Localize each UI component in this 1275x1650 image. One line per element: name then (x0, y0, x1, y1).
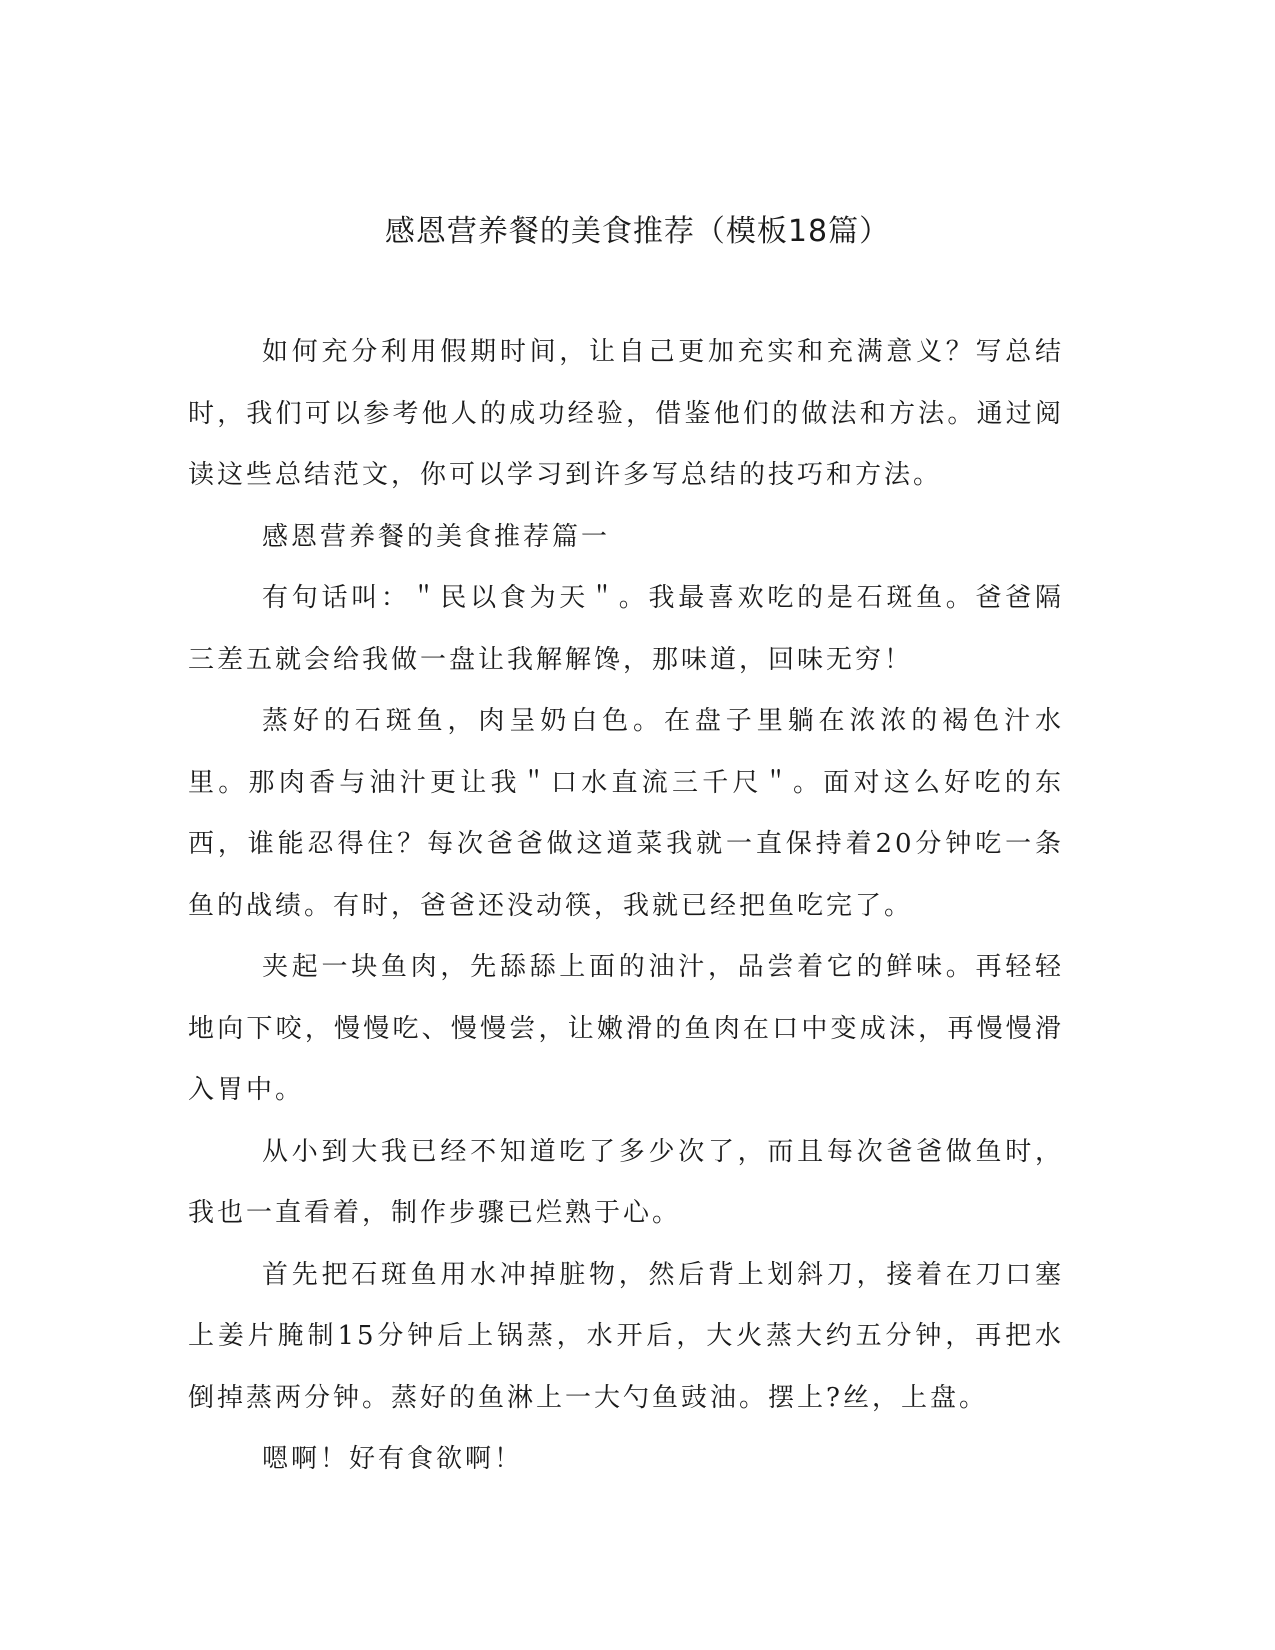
body-paragraph: 夹起一块鱼肉，先舔舔上面的油汁，品尝着它的鲜味。再轻轻地向下咬，慢慢吃、慢慢尝，让嫩滑的鱼肉在口中变成沫，再慢慢滑入胃中。 (188, 952, 1064, 1105)
body-paragraph: 从小到大我已经不知道吃了多少次了，而且每次爸爸做鱼时，我也一直看着，制作步骤已烂熟于心。 (188, 1136, 1064, 1228)
document-title: 感恩营养餐的美食推荐（模板18篇） (384, 214, 891, 249)
section-heading: 感恩营养餐的美食推荐篇一 (262, 521, 611, 552)
body-paragraph: 首先把石斑鱼用水冲掉脏物，然后背上划斜刀，接着在刀口塞上姜片腌制15分钟后上锅蒸，水开后，大火蒸大约五分钟，再把水倒掉蒸两分钟。蒸好的鱼淋上一大勺鱼豉油。摆上?丝，上盘。 (188, 1259, 1064, 1413)
document-body (188, 322, 1064, 1491)
body-paragraph: 有句话叫：＂民以食为天＂。我最喜欢吃的是石斑鱼。爸爸隔三差五就会给我做一盘让我解解馋，那味道，回味无穷！ (188, 583, 1064, 675)
body-paragraph: 蒸好的石斑鱼，肉呈奶白色。在盘子里躺在浓浓的褐色汁水里。那肉香与油汁更让我＂口水直流三千尺＂。面对这么好吃的东西，谁能忍得住？每次爸爸做这道菜我就一直保持着20分钟吃一条鱼的战绩。有时，爸爸还没动筷，我就已经把鱼吃完了。 (188, 706, 1064, 921)
intro-paragraph: 如何充分利用假期时间，让自己更加充实和充满意义？写总结时，我们可以参考他人的成功经验，借鉴他们的做法和方法。通过阅读这些总结范文，你可以学习到许多写总结的技巧和方法。 (188, 337, 1064, 490)
body-paragraph: 嗯啊！好有食欲啊！ (262, 1444, 524, 1474)
